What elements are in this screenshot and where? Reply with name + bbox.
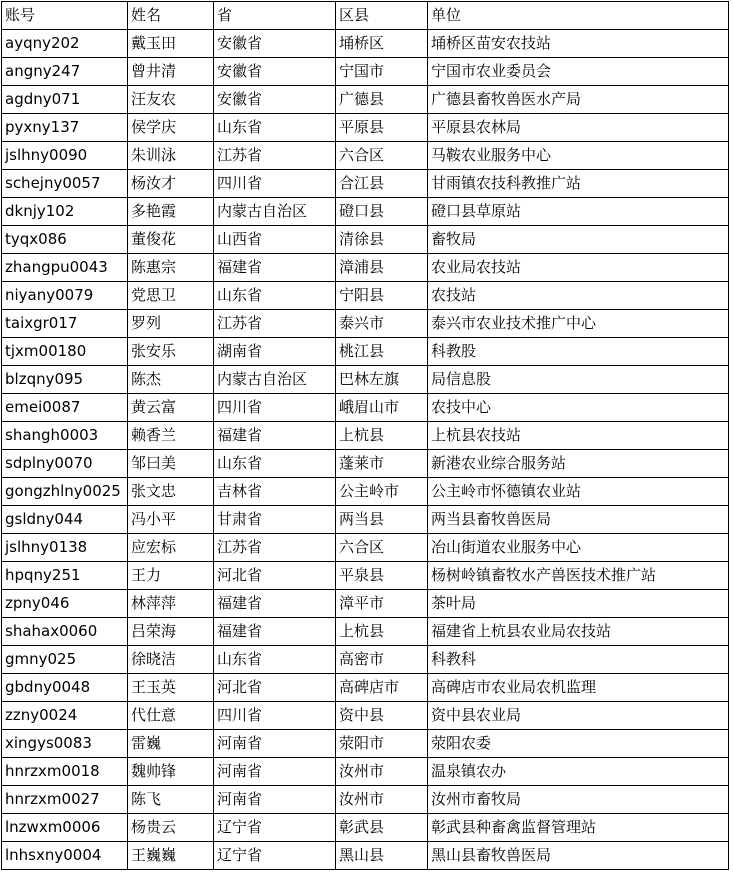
account-cell: gbdny0048 — [2, 674, 128, 702]
county-cell: 两当县 — [336, 506, 428, 534]
county-cell: 上杭县 — [336, 618, 428, 646]
table-row — [2, 758, 729, 786]
unit-cell: 科教股 — [428, 338, 729, 366]
name-cell: 陈飞 — [128, 786, 214, 814]
table-row — [2, 170, 729, 198]
table-row — [2, 590, 729, 618]
table-row — [2, 646, 729, 674]
unit-cell: 马鞍农业服务中心 — [428, 142, 729, 170]
header-cell-county: 区县 — [336, 2, 428, 30]
table-row — [2, 562, 729, 590]
unit-cell: 公主岭市怀德镇农业站 — [428, 478, 729, 506]
table-row — [2, 506, 729, 534]
name-cell: 邹曰美 — [128, 450, 214, 478]
county-cell: 上杭县 — [336, 422, 428, 450]
county-cell: 高碑店市 — [336, 674, 428, 702]
account-cell: zhangpu0043 — [2, 254, 128, 282]
name-cell: 杨汝才 — [128, 170, 214, 198]
county-cell: 蓬莱市 — [336, 450, 428, 478]
account-cell: gongzhlny0025 — [2, 478, 128, 506]
province-cell: 内蒙古自治区 — [214, 366, 336, 394]
account-cell: hnrzxm0027 — [2, 786, 128, 814]
unit-cell: 高碑店市农业局农机监理 — [428, 674, 729, 702]
unit-cell: 埇桥区苗安农技站 — [428, 30, 729, 58]
county-cell: 宁国市 — [336, 58, 428, 86]
province-cell: 江苏省 — [214, 142, 336, 170]
account-cell: dknjy102 — [2, 198, 128, 226]
header-cell-unit: 单位 — [428, 2, 729, 30]
province-cell: 福建省 — [214, 254, 336, 282]
province-cell: 内蒙古自治区 — [214, 198, 336, 226]
table-row — [2, 310, 729, 338]
account-cell: hpqny251 — [2, 562, 128, 590]
province-cell: 辽宁省 — [214, 814, 336, 842]
unit-cell: 上杭县农技站 — [428, 422, 729, 450]
unit-cell: 广德县畜牧兽医水产局 — [428, 86, 729, 114]
table-row — [2, 366, 729, 394]
account-cell: shangh0003 — [2, 422, 128, 450]
table-row — [2, 254, 729, 282]
account-cell: blzqny095 — [2, 366, 128, 394]
account-cell: xingys0083 — [2, 730, 128, 758]
county-cell: 合江县 — [336, 170, 428, 198]
table-row — [2, 674, 729, 702]
unit-cell: 科教科 — [428, 646, 729, 674]
province-cell: 四川省 — [214, 170, 336, 198]
name-cell: 魏帅锋 — [128, 758, 214, 786]
name-cell: 王玉英 — [128, 674, 214, 702]
unit-cell: 福建省上杭县农业局农技站 — [428, 618, 729, 646]
unit-cell: 泰兴市农业技术推广中心 — [428, 310, 729, 338]
header-cell-name: 姓名 — [128, 2, 214, 30]
name-cell: 党思卫 — [128, 282, 214, 310]
county-cell: 泰兴市 — [336, 310, 428, 338]
county-cell: 黑山县 — [336, 842, 428, 870]
table-row — [2, 198, 729, 226]
table-row — [2, 282, 729, 310]
county-cell: 宁阳县 — [336, 282, 428, 310]
province-cell: 安徽省 — [214, 86, 336, 114]
unit-cell: 两当县畜牧兽医局 — [428, 506, 729, 534]
county-cell: 六合区 — [336, 142, 428, 170]
header-cell-province: 省 — [214, 2, 336, 30]
table-row — [2, 226, 729, 254]
account-cell: lnzwxm0006 — [2, 814, 128, 842]
account-cell: lnhsxny0004 — [2, 842, 128, 870]
table-row — [2, 786, 729, 814]
province-cell: 甘肃省 — [214, 506, 336, 534]
table-row — [2, 30, 729, 58]
unit-cell: 农技中心 — [428, 394, 729, 422]
name-cell: 陈杰 — [128, 366, 214, 394]
province-cell: 河北省 — [214, 674, 336, 702]
county-cell: 六合区 — [336, 534, 428, 562]
account-cell: taixgr017 — [2, 310, 128, 338]
unit-cell: 温泉镇农办 — [428, 758, 729, 786]
account-cell: gsldny044 — [2, 506, 128, 534]
province-cell: 辽宁省 — [214, 842, 336, 870]
unit-cell: 甘雨镇农技科教推广站 — [428, 170, 729, 198]
county-cell: 峨眉山市 — [336, 394, 428, 422]
name-cell: 多艳霞 — [128, 198, 214, 226]
data-table — [1, 1, 729, 870]
province-cell: 吉林省 — [214, 478, 336, 506]
name-cell: 杨贵云 — [128, 814, 214, 842]
unit-cell: 冶山街道农业服务中心 — [428, 534, 729, 562]
account-cell: jslhny0138 — [2, 534, 128, 562]
account-cell: niyany0079 — [2, 282, 128, 310]
table-row — [2, 422, 729, 450]
county-cell: 汝州市 — [336, 786, 428, 814]
county-cell: 平原县 — [336, 114, 428, 142]
province-cell: 河南省 — [214, 758, 336, 786]
province-cell: 河南省 — [214, 786, 336, 814]
account-cell: agdny071 — [2, 86, 128, 114]
name-cell: 吕荣海 — [128, 618, 214, 646]
name-cell: 代仕意 — [128, 702, 214, 730]
name-cell: 张安乐 — [128, 338, 214, 366]
name-cell: 黄云富 — [128, 394, 214, 422]
name-cell: 曾井清 — [128, 58, 214, 86]
table-body — [2, 2, 729, 870]
unit-cell: 宁国市农业委员会 — [428, 58, 729, 86]
province-cell: 四川省 — [214, 702, 336, 730]
name-cell: 林萍萍 — [128, 590, 214, 618]
county-cell: 漳平市 — [336, 590, 428, 618]
name-cell: 董俊花 — [128, 226, 214, 254]
table-row — [2, 618, 729, 646]
table-row — [2, 814, 729, 842]
province-cell: 河南省 — [214, 730, 336, 758]
province-cell: 山西省 — [214, 226, 336, 254]
header-cell-account: 账号 — [2, 2, 128, 30]
province-cell: 安徽省 — [214, 58, 336, 86]
province-cell: 福建省 — [214, 590, 336, 618]
county-cell: 彰武县 — [336, 814, 428, 842]
province-cell: 山东省 — [214, 114, 336, 142]
account-cell: shahax0060 — [2, 618, 128, 646]
table-row — [2, 842, 729, 870]
unit-cell: 农业局农技站 — [428, 254, 729, 282]
account-cell: tyqx086 — [2, 226, 128, 254]
county-cell: 公主岭市 — [336, 478, 428, 506]
account-cell: angny247 — [2, 58, 128, 86]
unit-cell: 农技站 — [428, 282, 729, 310]
account-cell: hnrzxm0018 — [2, 758, 128, 786]
unit-cell: 茶叶局 — [428, 590, 729, 618]
table-row — [2, 142, 729, 170]
unit-cell: 畜牧局 — [428, 226, 729, 254]
unit-cell: 荥阳农委 — [428, 730, 729, 758]
table-row — [2, 702, 729, 730]
province-cell: 四川省 — [214, 394, 336, 422]
table-row — [2, 114, 729, 142]
name-cell: 王力 — [128, 562, 214, 590]
unit-cell: 平原县农林局 — [428, 114, 729, 142]
unit-cell: 局信息股 — [428, 366, 729, 394]
county-cell: 巴林左旗 — [336, 366, 428, 394]
province-cell: 河北省 — [214, 562, 336, 590]
county-cell: 埇桥区 — [336, 30, 428, 58]
county-cell: 资中县 — [336, 702, 428, 730]
province-cell: 江苏省 — [214, 534, 336, 562]
name-cell: 应宏标 — [128, 534, 214, 562]
account-cell: schejny0057 — [2, 170, 128, 198]
unit-cell: 资中县农业局 — [428, 702, 729, 730]
county-cell: 汝州市 — [336, 758, 428, 786]
account-cell: sdplny0070 — [2, 450, 128, 478]
table-row — [2, 394, 729, 422]
table-row — [2, 58, 729, 86]
county-cell: 漳浦县 — [336, 254, 428, 282]
account-cell: gmny025 — [2, 646, 128, 674]
account-cell: emei0087 — [2, 394, 128, 422]
table-row — [2, 450, 729, 478]
name-cell: 张文忠 — [128, 478, 214, 506]
unit-cell: 杨树岭镇畜牧水产兽医技术推广站 — [428, 562, 729, 590]
province-cell: 江苏省 — [214, 310, 336, 338]
unit-cell: 磴口县草原站 — [428, 198, 729, 226]
province-cell: 山东省 — [214, 282, 336, 310]
province-cell: 福建省 — [214, 618, 336, 646]
account-cell: zzny0024 — [2, 702, 128, 730]
county-cell: 磴口县 — [336, 198, 428, 226]
county-cell: 桃江县 — [336, 338, 428, 366]
unit-cell: 彰武县种畜禽监督管理站 — [428, 814, 729, 842]
province-cell: 福建省 — [214, 422, 336, 450]
name-cell: 戴玉田 — [128, 30, 214, 58]
table-row — [2, 478, 729, 506]
table-row — [2, 86, 729, 114]
account-cell: jslhny0090 — [2, 142, 128, 170]
county-cell: 清徐县 — [336, 226, 428, 254]
table-row — [2, 338, 729, 366]
province-cell: 山东省 — [214, 450, 336, 478]
name-cell: 赖香兰 — [128, 422, 214, 450]
name-cell: 王巍巍 — [128, 842, 214, 870]
unit-cell: 新港农业综合服务站 — [428, 450, 729, 478]
name-cell: 汪友农 — [128, 86, 214, 114]
name-cell: 朱训泳 — [128, 142, 214, 170]
name-cell: 罗列 — [128, 310, 214, 338]
province-cell: 山东省 — [214, 646, 336, 674]
account-cell: pyxny137 — [2, 114, 128, 142]
name-cell: 冯小平 — [128, 506, 214, 534]
name-cell: 雷巍 — [128, 730, 214, 758]
table-row — [2, 534, 729, 562]
name-cell: 陈惠宗 — [128, 254, 214, 282]
unit-cell: 黑山县畜牧兽医局 — [428, 842, 729, 870]
county-cell: 平泉县 — [336, 562, 428, 590]
header-row — [2, 2, 729, 30]
account-cell: tjxm00180 — [2, 338, 128, 366]
table-row — [2, 730, 729, 758]
account-cell: ayqny202 — [2, 30, 128, 58]
name-cell: 徐晓洁 — [128, 646, 214, 674]
province-cell: 湖南省 — [214, 338, 336, 366]
county-cell: 荥阳市 — [336, 730, 428, 758]
county-cell: 广德县 — [336, 86, 428, 114]
county-cell: 高密市 — [336, 646, 428, 674]
unit-cell: 汝州市畜牧局 — [428, 786, 729, 814]
name-cell: 侯学庆 — [128, 114, 214, 142]
province-cell: 安徽省 — [214, 30, 336, 58]
account-cell: zpny046 — [2, 590, 128, 618]
